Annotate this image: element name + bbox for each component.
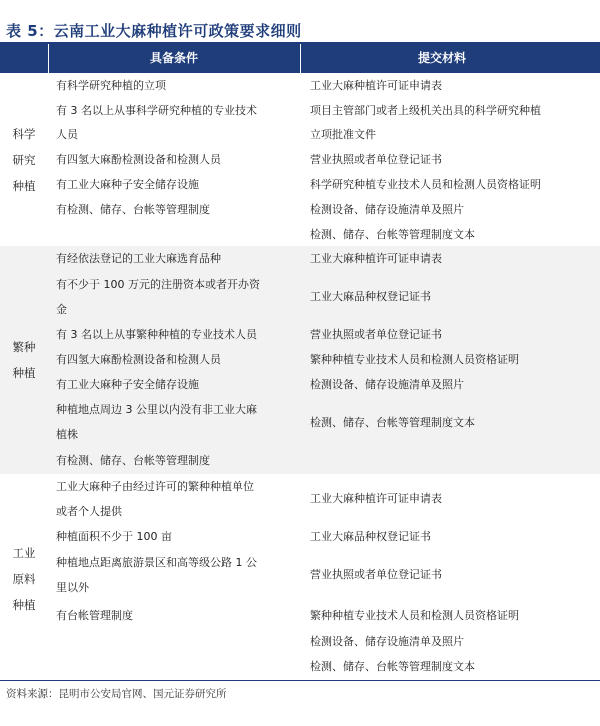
material-item: 繁种种植专业技术人员和检测人员资格证明 (310, 353, 519, 366)
condition-item: 有不少于 100 万元的注册资本或者开办资 (56, 278, 260, 291)
condition-item: 金 (56, 303, 67, 316)
condition-item: 有经依法登记的工业大麻选育品种 (56, 252, 221, 265)
table-bottom-rule (0, 680, 600, 681)
header-materials: 提交材料 (418, 51, 467, 65)
material-item: 检测设备、储存设施清单及照片 (310, 203, 464, 216)
condition-item: 种植地点周边 3 公里以内没有非工业大麻 (56, 403, 257, 416)
material-item: 检测、储存、台帐等管理制度文本 (310, 228, 475, 241)
header-separator (300, 44, 301, 73)
material-item: 检测、储存、台帐等管理制度文本 (310, 660, 475, 673)
condition-item: 有四氢大麻酚检测设备和检测人员 (56, 353, 221, 366)
material-item: 营业执照或者单位登记证书 (310, 328, 442, 341)
material-item: 项目主管部门或者上级机关出具的科学研究种植 (310, 104, 541, 117)
material-item: 工业大麻品种权登记证书 (310, 290, 431, 303)
category-label: 工业 原料 种植 (12, 546, 36, 612)
condition-item: 有检测、储存、台帐等管理制度 (56, 454, 210, 467)
material-item: 科学研究种植专业技术人员和检测人员资格证明 (310, 178, 541, 191)
material-item: 繁种种植专业技术人员和检测人员资格证明 (310, 609, 519, 622)
condition-item: 植株 (56, 428, 78, 441)
condition-item: 有工业大麻种子安全储存设施 (56, 178, 199, 191)
header-conditions: 具备条件 (150, 51, 199, 65)
material-item: 检测设备、储存设施清单及照片 (310, 378, 464, 391)
material-item: 营业执照或者单位登记证书 (310, 153, 442, 166)
material-item: 检测设备、储存设施清单及照片 (310, 635, 464, 648)
source-note: 资料来源：昆明市公安局官网、国元证券研究所 (6, 688, 227, 700)
condition-item: 有科学研究种植的立项 (56, 79, 166, 92)
condition-item: 种植地点距离旅游景区和高等级公路 1 公 (56, 556, 257, 569)
category-label: 繁种 种植 (12, 340, 36, 380)
condition-item: 有工业大麻种子安全储存设施 (56, 378, 199, 391)
condition-item: 有检测、储存、台帐等管理制度 (56, 203, 210, 216)
condition-item: 或者个人提供 (56, 505, 122, 518)
header-separator (48, 44, 49, 73)
material-item: 立项批准文件 (310, 128, 376, 141)
category-label: 科学 研究 种植 (12, 127, 36, 193)
material-item: 检测、储存、台帐等管理制度文本 (310, 416, 475, 429)
table-title: 表 5：云南工业大麻种植许可政策要求细则 (6, 22, 302, 40)
condition-item: 工业大麻种子由经过许可的繁种种植单位 (56, 480, 254, 493)
condition-item: 有台帐管理制度 (56, 609, 133, 622)
condition-item: 有四氢大麻酚检测设备和检测人员 (56, 153, 221, 166)
condition-item: 人员 (56, 128, 78, 141)
material-item: 营业执照或者单位登记证书 (310, 568, 442, 581)
condition-item: 里以外 (56, 581, 89, 594)
material-item: 工业大麻品种权登记证书 (310, 530, 431, 543)
condition-item: 有 3 名以上从事繁种种植的专业技术人员 (56, 328, 257, 341)
condition-item: 有 3 名以上从事科学研究种植的专业技术 (56, 104, 257, 117)
material-item: 工业大麻种植许可证申请表 (310, 79, 442, 92)
material-item: 工业大麻种植许可证申请表 (310, 492, 442, 505)
material-item: 工业大麻种植许可证申请表 (310, 252, 442, 265)
condition-item: 种植面积不少于 100 亩 (56, 530, 172, 543)
